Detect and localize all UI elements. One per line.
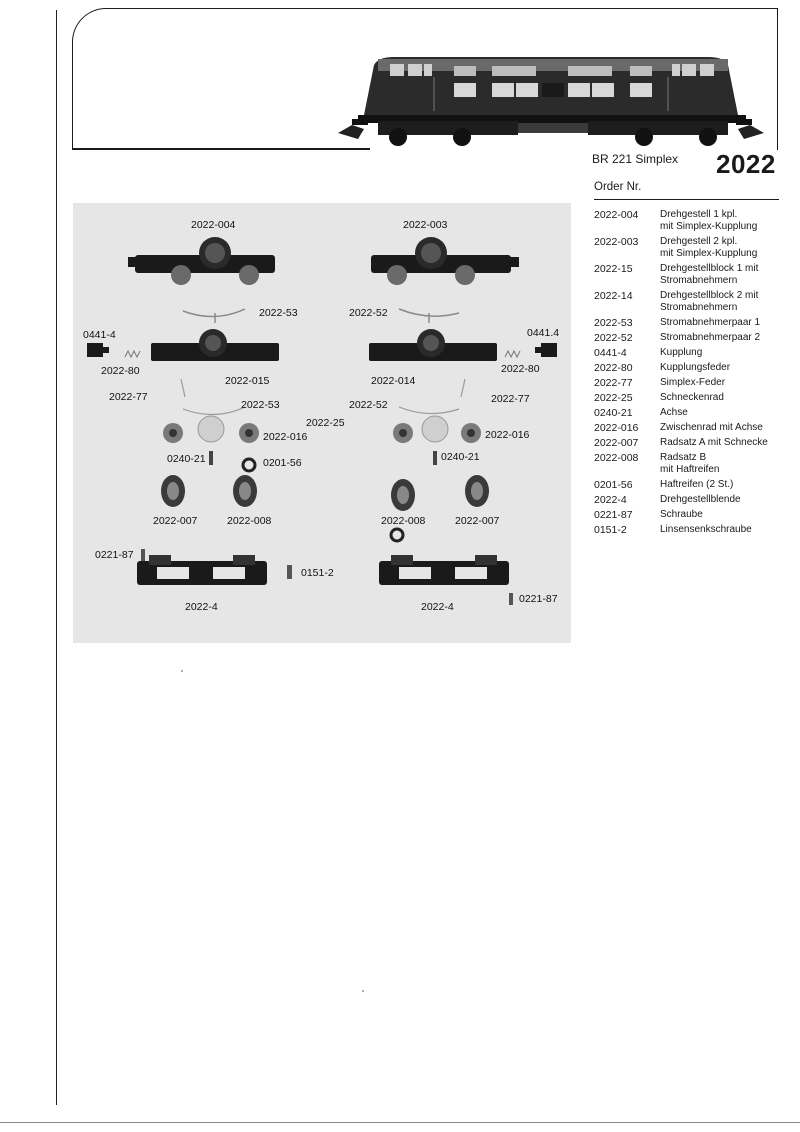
axle-right bbox=[433, 451, 437, 465]
page-bottom-edge bbox=[0, 1122, 800, 1123]
part-description: Simplex-Feder bbox=[660, 377, 726, 388]
part-description: Haftreifen (2 St.) bbox=[660, 479, 734, 490]
wheelsets bbox=[161, 475, 489, 511]
part-number: 2022-016 bbox=[594, 422, 639, 434]
part-number: 2022-003 bbox=[594, 236, 639, 248]
part-description: Schneckenrad bbox=[660, 392, 724, 403]
bogie-block-015 bbox=[151, 329, 279, 361]
label-2022-52: 2022-52 bbox=[349, 307, 388, 319]
parts-list-item bbox=[594, 332, 794, 344]
label-0201-56: 0201-56 bbox=[263, 457, 302, 469]
label-0240-21-left: 0240-21 bbox=[167, 453, 206, 465]
paper-speck bbox=[181, 670, 183, 672]
pickup-pair-53-top bbox=[183, 309, 245, 323]
part-description: Drehgestellblock 1 mit bbox=[660, 263, 759, 274]
gear-set-right bbox=[393, 416, 481, 443]
part-description: Schraube bbox=[660, 509, 703, 520]
part-number: 2022-008 bbox=[594, 452, 639, 464]
label-2022-016-right: 2022-016 bbox=[485, 429, 530, 441]
label-0151-2: 0151-2 bbox=[301, 567, 334, 579]
label-2022-80-right: 2022-80 bbox=[501, 363, 540, 375]
label-2022-4-left: 2022-4 bbox=[185, 601, 218, 613]
axle-left bbox=[209, 451, 213, 465]
screw-right bbox=[509, 593, 513, 605]
parts-list-item bbox=[594, 494, 794, 506]
coupling-left bbox=[87, 343, 109, 357]
part-number: 2022-007 bbox=[594, 437, 639, 449]
part-description-line2: mit Haftreifen bbox=[660, 464, 720, 475]
exploded-parts-photo bbox=[73, 203, 571, 643]
model-number: 2022 bbox=[716, 149, 776, 179]
part-description: Drehgestell 2 kpl. bbox=[660, 236, 738, 247]
parts-list-item bbox=[594, 509, 794, 521]
part-description: Kupplung bbox=[660, 347, 703, 358]
bogie-sideframe-right bbox=[379, 555, 509, 585]
label-0441-4-left: 0441-4 bbox=[83, 329, 116, 341]
label-0221-87-right: 0221-87 bbox=[519, 593, 558, 605]
part-number: 2022-53 bbox=[594, 317, 633, 329]
screw-left bbox=[141, 549, 145, 561]
bogie-assembly-left-top bbox=[128, 237, 275, 285]
part-description: Drehgestellblende bbox=[660, 494, 741, 505]
part-description: Drehgestell 1 kpl. bbox=[660, 209, 738, 220]
part-description: Stromabnehmerpaar 1 bbox=[660, 317, 761, 328]
part-number: 2022-80 bbox=[594, 362, 633, 374]
part-number: 2022-25 bbox=[594, 392, 633, 404]
parts-list-item bbox=[594, 290, 794, 314]
parts-list-item bbox=[594, 479, 794, 491]
bogie-block-014 bbox=[369, 329, 497, 361]
model-name: BR 221 Simplex bbox=[592, 152, 679, 166]
parts-list-item bbox=[594, 407, 794, 419]
label-2022-25: 2022-25 bbox=[306, 417, 345, 429]
parts-list-item bbox=[594, 422, 794, 434]
label-0221-87-left: 0221-87 bbox=[95, 549, 134, 561]
part-description-line2: Stromabnehmern bbox=[660, 302, 738, 313]
parts-list-item bbox=[594, 209, 794, 233]
traction-tyre-top bbox=[243, 459, 255, 471]
part-description: Linsensenkschraube bbox=[660, 524, 752, 535]
part-description: Drehgestellblock 2 mit bbox=[660, 290, 759, 301]
label-2022-016-left: 2022-016 bbox=[263, 431, 308, 443]
part-number: 0151-2 bbox=[594, 524, 627, 536]
part-description: Radsatz A mit Schnecke bbox=[660, 437, 768, 448]
label-2022-008-left: 2022-008 bbox=[227, 515, 272, 527]
label-2022-008-right: 2022-008 bbox=[381, 515, 426, 527]
part-number: 0201-56 bbox=[594, 479, 633, 491]
coupling-right bbox=[535, 343, 557, 357]
page-margin-rule bbox=[56, 10, 57, 1105]
parts-list-item bbox=[594, 392, 794, 404]
label-2022-007-right: 2022-007 bbox=[455, 515, 500, 527]
part-number: 0441-4 bbox=[594, 347, 627, 359]
part-description-line2: mit Simplex-Kupplung bbox=[660, 221, 758, 232]
parts-list-item bbox=[594, 347, 794, 359]
part-number: 2022-004 bbox=[594, 209, 639, 221]
label-2022-003: 2022-003 bbox=[403, 219, 448, 231]
part-description: Stromabnehmerpaar 2 bbox=[660, 332, 761, 343]
pickup-pair-lower bbox=[181, 379, 465, 415]
label-2022-53: 2022-53 bbox=[259, 307, 298, 319]
parts-list bbox=[594, 209, 794, 539]
label-2022-77-right: 2022-77 bbox=[491, 393, 530, 405]
parts-list-item bbox=[594, 452, 794, 476]
order-heading-rule bbox=[594, 199, 779, 200]
countersunk-screw bbox=[287, 565, 292, 579]
label-0240-21-right: 0240-21 bbox=[441, 451, 480, 463]
gear-set-left bbox=[163, 416, 259, 443]
part-description: Zwischenrad mit Achse bbox=[660, 422, 763, 433]
part-number: 0221-87 bbox=[594, 509, 633, 521]
locomotive-illustration bbox=[338, 55, 764, 150]
label-2022-015: 2022-015 bbox=[225, 375, 270, 387]
parts-list-item bbox=[594, 362, 794, 374]
parts-list-item bbox=[594, 317, 794, 329]
label-2022-80-left: 2022-80 bbox=[101, 365, 140, 377]
label-2022-014: 2022-014 bbox=[371, 375, 416, 387]
parts-list-item bbox=[594, 437, 794, 449]
traction-tyre-bottom bbox=[391, 529, 403, 541]
part-description: Radsatz B bbox=[660, 452, 707, 463]
part-number: 2022-52 bbox=[594, 332, 633, 344]
parts-list-item bbox=[594, 263, 794, 287]
parts-list-item bbox=[594, 377, 794, 389]
part-number: 2022-15 bbox=[594, 263, 633, 275]
bogie-assembly-right-top bbox=[371, 237, 519, 285]
label-0441-4-right: 0441.4 bbox=[527, 327, 560, 339]
order-number-heading: Order Nr. bbox=[594, 181, 642, 193]
part-number: 2022-4 bbox=[594, 494, 627, 506]
part-description: Kupplungsfeder bbox=[660, 362, 731, 373]
paper-speck bbox=[362, 990, 364, 992]
part-description-line2: Stromabnehmern bbox=[660, 275, 738, 286]
parts-list-item bbox=[594, 236, 794, 260]
label-2022-004: 2022-004 bbox=[191, 219, 236, 231]
pickup-pair-52-top bbox=[399, 309, 459, 323]
part-description-line2: mit Simplex-Kupplung bbox=[660, 248, 758, 259]
label-2022-53-lower: 2022-53 bbox=[241, 399, 280, 411]
part-description: Achse bbox=[660, 407, 688, 418]
label-2022-4-right: 2022-4 bbox=[421, 601, 454, 613]
label-2022-52-lower: 2022-52 bbox=[349, 399, 388, 411]
bogie-sideframe-left bbox=[137, 555, 267, 585]
header-base-line bbox=[72, 148, 370, 150]
part-number: 2022-14 bbox=[594, 290, 633, 302]
part-number: 0240-21 bbox=[594, 407, 633, 419]
parts-list-item bbox=[594, 524, 794, 536]
part-number: 2022-77 bbox=[594, 377, 633, 389]
label-2022-007-left: 2022-007 bbox=[153, 515, 198, 527]
label-2022-77-left: 2022-77 bbox=[109, 391, 148, 403]
